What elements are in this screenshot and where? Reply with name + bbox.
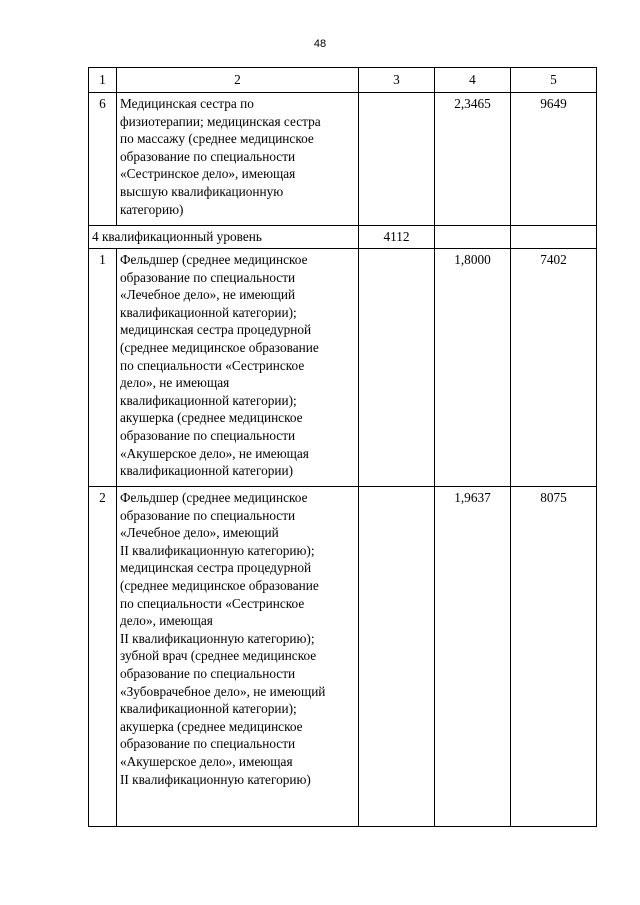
table-row — [89, 249, 597, 487]
row-number: 1 — [89, 249, 117, 487]
qualification-code-cell — [359, 487, 435, 827]
coefficient-value: 1,9637 — [435, 487, 511, 827]
row-number: 6 — [89, 93, 117, 226]
header-col-2: 2 — [117, 68, 359, 93]
salary-table — [88, 67, 597, 827]
coefficient-value: 2,3465 — [435, 93, 511, 226]
header-col-1: 1 — [89, 68, 117, 93]
table-row — [89, 93, 597, 226]
qualification-level-label: 4 квалификационный уровень — [89, 226, 359, 249]
header-col-4: 4 — [435, 68, 511, 93]
coefficient-value: 1,8000 — [435, 249, 511, 487]
qualification-code-cell — [359, 249, 435, 487]
qualification-level-row — [89, 226, 597, 249]
empty-cell — [435, 226, 511, 249]
position-description: Фельдшер (среднее медицинское образование по специальности «Лечебное дело», имеющий II квалификационную категорию); медицинская сестра процедурной (среднее медицинское образование по специальности «Сестринское дело», имеющая II квалификационную категорию); зубной врач (среднее медицинское образование по специальности «Зубоврачебное дело», не имеющий квалификационной категории); акушерка (среднее медицинское образование по специальности «Акушерское дело», имеющая II квалификационную категорию) — [117, 487, 359, 827]
page-number: 48 — [313, 38, 327, 50]
empty-cell — [511, 226, 597, 249]
header-col-5: 5 — [511, 68, 597, 93]
salary-value: 7402 — [511, 249, 597, 487]
salary-value: 9649 — [511, 93, 597, 226]
qualification-level-code: 4112 — [359, 226, 435, 249]
position-description: Медицинская сестра по физиотерапии; медицинская сестра по массажу (среднее медицинское образование по специальности «Сестринское дело», имеющая высшую квалификационную категорию) — [117, 93, 359, 226]
salary-value: 8075 — [511, 487, 597, 827]
table-row — [89, 487, 597, 827]
qualification-code-cell — [359, 93, 435, 226]
table-header-row — [89, 68, 597, 93]
position-description: Фельдшер (среднее медицинское образование по специальности «Лечебное дело», не имеющий квалификационной категории); медицинская сестра процедурной (среднее медицинское образование по специальности «Сестринское дело», не имеющая квалификационной категории); акушерка (среднее медицинское образование по специальности «Акушерское дело», не имеющая квалификационной категории) — [117, 249, 359, 487]
row-number: 2 — [89, 487, 117, 827]
header-col-3: 3 — [359, 68, 435, 93]
